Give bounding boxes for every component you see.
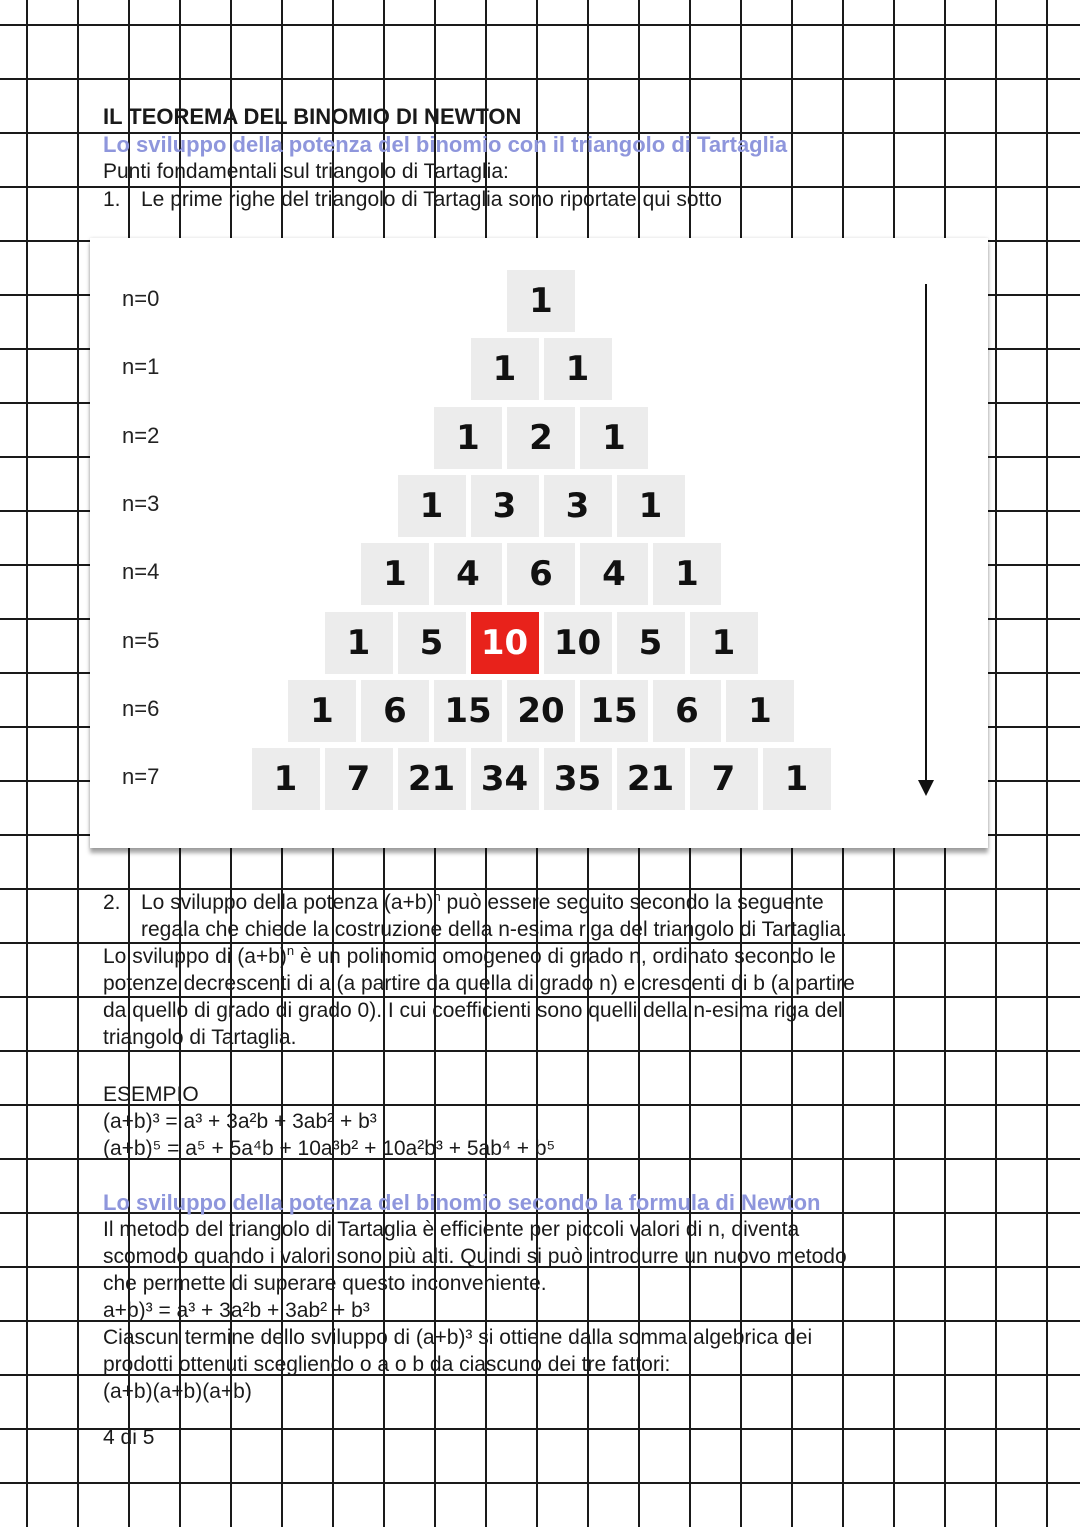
triangle-cell: 4	[580, 543, 648, 605]
triangle-cell: 1	[617, 475, 685, 537]
triangle-cell: 1	[653, 543, 721, 605]
point-2-sup: n	[433, 889, 441, 904]
page-number: 4 di 5	[103, 1426, 155, 1449]
row-label-4: n=4	[122, 559, 160, 585]
row-label-1: n=1	[122, 354, 160, 380]
triangle-cell: 1	[580, 407, 648, 469]
example-heading: ESEMPIO	[103, 1083, 199, 1106]
triangle-cell: 6	[653, 680, 721, 742]
row-label-6: n=6	[122, 695, 160, 721]
triangle-cell: 1	[471, 338, 539, 400]
triangle-cell: 1	[325, 612, 393, 674]
triangle-cell: 1	[288, 680, 356, 742]
point-2	[103, 889, 824, 916]
paragraph-1-line-4: triangolo di Tartaglia.	[103, 1026, 297, 1049]
paragraph-2-line-3: che permette di superare questo inconveniente.	[103, 1272, 547, 1295]
paragraph-1-line-2: potenze decrescenti di a (a partire da quella di grado n) e crescenti di b (a partire	[103, 972, 855, 995]
section-title-newton: Lo sviluppo della potenza del binomio secondo la formula di Newton	[103, 1190, 821, 1215]
triangle-cell: 6	[361, 680, 429, 742]
row-label-7: n=7	[122, 764, 160, 790]
triangle-cell: 1	[763, 748, 831, 810]
triangle-cell: 1	[361, 543, 429, 605]
para1-sup: n	[286, 943, 295, 958]
page-title: IL TEOREMA DEL BINOMIO DI NEWTON	[103, 104, 522, 129]
row-label-2: n=2	[122, 422, 160, 448]
triangle-cell: 3	[471, 475, 539, 537]
paragraph-2-line-1: Il metodo del triangolo di Tartaglia è efficiente per piccoli valori di n, diventa	[103, 1218, 800, 1241]
triangle-cell: 1	[434, 407, 502, 469]
triangle-cell: 5	[398, 612, 466, 674]
triangle-cell: 35	[544, 748, 612, 810]
triangle-cell: 15	[434, 680, 502, 742]
triangle-cell: 5	[617, 612, 685, 674]
triangle-cell: 3	[544, 475, 612, 537]
point-1-number: 1.	[103, 188, 121, 211]
triangle-cell: 7	[690, 748, 758, 810]
paragraph-1-line-1	[103, 943, 836, 970]
triangle-cell: 7	[325, 748, 393, 810]
triangle-cell: 15	[580, 680, 648, 742]
row-label-5: n=5	[122, 627, 160, 653]
paragraph-1-line-3: da quello di grado di grado 0). I cui coefficienti sono quelli della n-esima riga del	[103, 999, 843, 1022]
triangle-cell: 10	[471, 612, 539, 674]
triangle-cell: 1	[398, 475, 466, 537]
triangle-cell: 4	[434, 543, 502, 605]
triangle-cell: 10	[544, 612, 612, 674]
triangle-cell: 1	[726, 680, 794, 742]
row-label-0: n=0	[122, 286, 160, 311]
paragraph-2-line-7: (a+b)(a+b)(a+b)	[103, 1380, 252, 1403]
down-arrow-icon	[916, 282, 936, 802]
pascal-triangle-figure	[90, 238, 988, 848]
triangle-cell: 1	[544, 338, 612, 400]
example-equation-2: (a+b)⁵ = a⁵ + 5a⁴b + 10a³b² + 10a²b³ + 5ab⁴ + b⁵	[103, 1137, 556, 1160]
triangle-cell: 1	[690, 612, 758, 674]
point-1-text: Le prime righe del triangolo di Tartaglia sono riportate qui sotto	[141, 188, 722, 211]
triangle-cell: 1	[252, 748, 320, 810]
point-2-number: 2.	[103, 891, 121, 914]
paragraph-2-line-5: Ciascun termine dello sviluppo di (a+b)³ si ottiene dalla somma algebrica dei	[103, 1326, 813, 1349]
row-label-3: n=3	[122, 490, 160, 516]
section-title-tartaglia: Lo sviluppo della potenza del binomio con il triangolo di Tartaglia	[103, 132, 788, 157]
paragraph-2-line-6: prodotti ottenuti scegliendo o a o b da ciascuno dei tre fattori:	[103, 1353, 671, 1376]
intro-text: Punti fondamentali sul triangolo di Tartaglia:	[103, 160, 509, 183]
point-1	[103, 186, 722, 213]
point-2-text-a: Lo sviluppo della potenza (a+b)	[141, 891, 434, 914]
paragraph-2-line-4: a+b)³ = a³ + 3a²b + 3ab² + b³	[103, 1299, 370, 1322]
triangle-cell: 21	[617, 748, 685, 810]
triangle-cell: 34	[471, 748, 539, 810]
paragraph-2-line-2: scomodo quando i valori sono più alti. Quindi si può introdurre un nuovo metodo	[103, 1245, 847, 1268]
para1-text-a: Lo sviluppo di (a+b)	[103, 945, 287, 968]
triangle-cell: 1	[507, 270, 575, 332]
point-2-line-2: regala che chiede la costruzione della n-esima riga del triangolo di Tartaglia.	[141, 918, 847, 941]
para1-text-b: è un polinomio omogeneo di grado n, ordinato secondo le	[294, 945, 836, 968]
point-2-text-b: può essere seguito secondo la seguente	[440, 891, 824, 914]
example-equation-1: (a+b)³ = a³ + 3a²b + 3ab² + b³	[103, 1110, 377, 1133]
triangle-cell: 21	[398, 748, 466, 810]
triangle-cell: 6	[507, 543, 575, 605]
triangle-cell: 20	[507, 680, 575, 742]
triangle-cell: 2	[507, 407, 575, 469]
